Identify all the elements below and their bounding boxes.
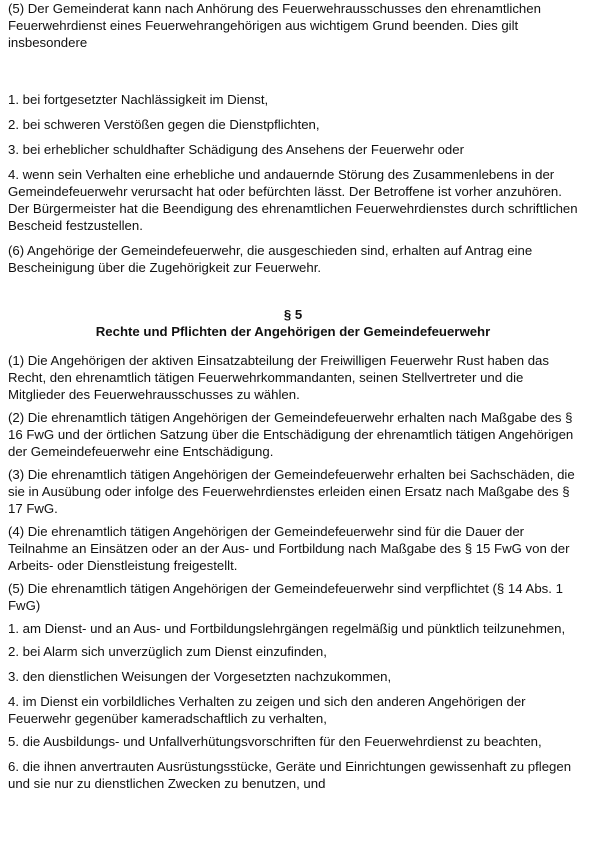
duty-item: 2. bei Alarm sich unverzüglich zum Dienst einzufinden, bbox=[8, 644, 327, 659]
duty-item: 4. im Dienst ein vorbildliches Verhalten zu zeigen und sich den anderen Angehörigen der Feuerwehr gegenüber kameradschaftlich zu verhalten, bbox=[8, 694, 526, 726]
section-paragraph: (1) Die Angehörigen der aktiven Einsatzabteilung der Freiwilligen Feuerwehr Rust haben das Recht, den ehrenamtlich tätigen Feuerwehrkommandanten, seinen Stellvertreter und die Mitglieder des Feuerwehrausschusses zu wählen. bbox=[8, 353, 549, 402]
section-paragraph: (5) Die ehrenamtlich tätigen Angehörigen der Gemeindefeuerwehr sind verpflichtet (§ 14 Abs. 1 FwG) bbox=[8, 581, 563, 613]
section-paragraph: (4) Die ehrenamtlich tätigen Angehörigen der Gemeindefeuerwehr sind für die Dauer der Teilnahme an Einsätzen oder an der Aus- und Fortbildung nach Maßgabe des § 15 FwG von der Arbeits- oder Dienstleistung freigestellt. bbox=[8, 524, 570, 573]
duty-item: 3. den dienstlichen Weisungen der Vorgesetzten nachzukommen, bbox=[8, 669, 392, 684]
spacer bbox=[8, 51, 578, 91]
section-number: § 5 bbox=[283, 307, 303, 322]
section-paragraph: (2) Die ehrenamtlich tätigen Angehörigen der Gemeindefeuerwehr erhalten nach Maßgabe des § 16 FwG und der örtlichen Satzung über die Entschädigung der ehrenamtlich tätigen Angehörigen der Gemeindefeuerwehr eine Entschädigung. bbox=[8, 410, 574, 459]
duty-item: 1. am Dienst- und an Aus- und Fortbildungslehrgängen regelmäßig und pünktlich teilzunehmen, bbox=[8, 621, 566, 636]
paragraph-5-intro: (5) Der Gemeinderat kann nach Anhörung des Feuerwehrausschusses den ehrenamtlichen Feuerwehrdienst eines Feuerwehrangehörigen aus wichtigem Grund beenden. Dies gilt insbesondere bbox=[8, 1, 541, 50]
list-item: 4. wenn sein Verhalten eine erhebliche und andauernde Störung des Zusammenlebens in der Gemeindefeuerwehr verursacht hat oder befürchten lässt. Der Betroffene ist vorher anzuhören. Der Bürgermeister hat die Beendigung des ehrenamtlichen Feuerwehrdienstes durch schriftlichen Bescheid festzustellen. bbox=[8, 167, 578, 233]
list-item: 3. bei erheblicher schuldhafter Schädigung des Ansehens der Feuerwehr oder bbox=[8, 142, 464, 157]
duty-item: 5. die Ausbildungs- und Unfallverhütungsvorschriften für den Feuerwehrdienst zu beachten, bbox=[8, 734, 542, 749]
list-item: 1. bei fortgesetzter Nachlässigkeit im Dienst, bbox=[8, 92, 269, 107]
paragraph-6: (6) Angehörige der Gemeindefeuerwehr, die ausgeschieden sind, erhalten auf Antrag eine Bescheinigung über die Zugehörigkeit zur Feuerwehr. bbox=[8, 243, 533, 275]
spacer bbox=[8, 282, 578, 306]
duty-item: 6. die ihnen anvertrauten Ausrüstungsstücke, Geräte und Einrichtungen gewissenhaft zu pflegen und sie nur zu dienstlichen Zwecken zu benutzen, und bbox=[8, 759, 572, 791]
section-paragraph: (3) Die ehrenamtlich tätigen Angehörigen der Gemeindefeuerwehr erhalten bei Sachschäden, die sie in Ausübung oder infolge des Feuerwehrdienstes erleiden einen Ersatz nach Maßgabe des § 17 FwG. bbox=[8, 467, 575, 516]
section-title: Rechte und Pflichten der Angehörigen der Gemeindefeuerwehr bbox=[95, 324, 491, 339]
list-item: 2. bei schweren Verstößen gegen die Dienstpflichten, bbox=[8, 117, 320, 132]
document-page bbox=[8, 0, 578, 798]
